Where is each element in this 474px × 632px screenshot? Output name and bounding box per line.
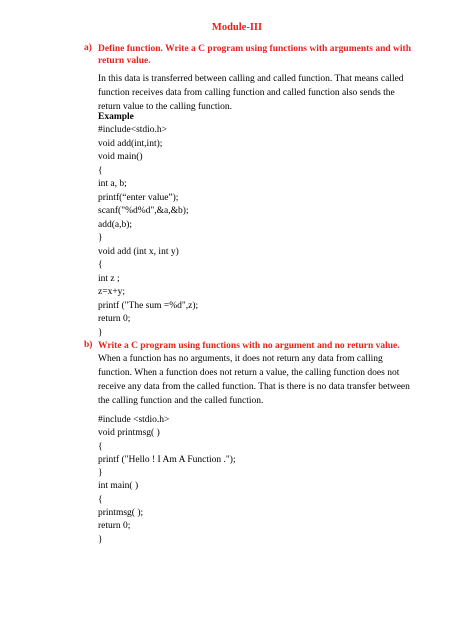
code-line: { <box>98 260 103 270</box>
code-line: { <box>98 441 103 452</box>
code-line: } <box>98 468 103 479</box>
module-title: Module-III <box>211 22 263 33</box>
section-a-marker: a) <box>84 43 92 53</box>
section-a-description: In this data is transferred between calling and called function. That means called function receives data from calling function and called function also sends the return value to the calling function. <box>98 74 404 112</box>
code-line: { <box>98 165 103 176</box>
section-b-code-block <box>98 414 236 547</box>
code-line: } <box>98 327 103 338</box>
section-a-code-block <box>98 124 198 340</box>
example-label: Example <box>98 112 134 122</box>
code-line: } <box>98 233 103 243</box>
code-line: void add(int,int); <box>98 138 163 149</box>
section-b-heading: Write a C program using functions with no argument and no return value. <box>98 341 400 351</box>
code-line: #include<stdio.h> <box>98 125 168 135</box>
code-line: printf ("The sum =%d",z); <box>98 300 199 311</box>
code-line: int main( ) <box>98 481 139 492</box>
code-line: printf ("Hello ! I Am A Function ."); <box>98 454 236 465</box>
section-a-heading: Define function. Write a C program using functions with arguments and with return value. <box>98 44 411 66</box>
code-line: add(a,b); <box>98 219 133 230</box>
code-line: void printmsg( ) <box>98 428 160 439</box>
code-line: } <box>98 534 103 545</box>
code-line: return 0; <box>98 314 131 324</box>
code-line: int z ; <box>98 273 120 284</box>
code-line: void main() <box>98 152 143 162</box>
code-line: { <box>98 494 103 505</box>
section-b-marker: b) <box>84 340 93 350</box>
section-b-description: When a function has no arguments, it does not return any data from calling function. When a function does not return a value, the calling function does not receive any data from the called function. That is there is no data transfer between the calling function and the called function. <box>98 354 410 406</box>
code-line: printmsg( ); <box>98 508 144 519</box>
code-line: #include <stdio.h> <box>98 415 170 425</box>
code-line: z=x+y; <box>98 287 126 297</box>
code-line: int a, b; <box>98 179 127 189</box>
code-line: void add (int x, int y) <box>98 246 179 257</box>
code-line: scanf("%d%d",&a,&b); <box>98 206 189 216</box>
code-line: printf(“enter value”); <box>98 192 179 203</box>
code-line: return 0; <box>98 521 131 532</box>
